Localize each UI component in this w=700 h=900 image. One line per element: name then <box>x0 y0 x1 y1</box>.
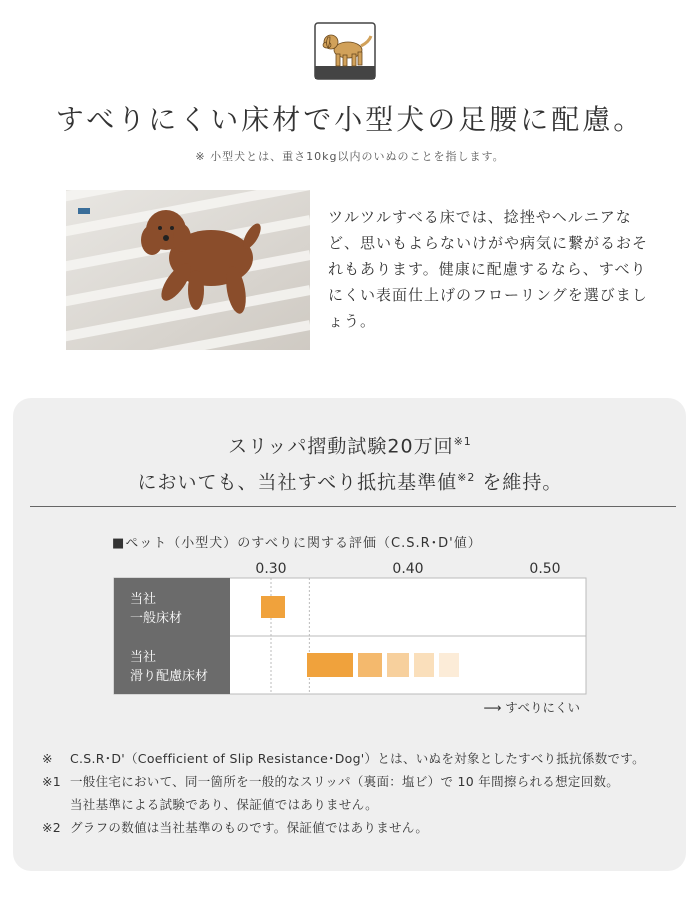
subnote: ※ 小型犬とは、重さ10kg以内のいぬのことを指します。 <box>195 150 505 163</box>
row-label-bg <box>114 578 230 636</box>
row-label: 当社 <box>130 650 157 665</box>
bar-segment <box>387 653 409 677</box>
note-mark: ※ <box>42 751 53 766</box>
note-text: グラフの数値は当社基準のものです。保証値ではありません。 <box>70 820 429 835</box>
note-mark: ※2 <box>42 820 62 835</box>
note-row <box>42 770 682 793</box>
chart-title: ■ペット（小型犬）のすべりに関する評価（C.S.R･D'値） <box>112 536 482 551</box>
bar-segment <box>439 653 459 677</box>
note-row <box>42 793 682 816</box>
intro-text: ツルツルすべる床では、捻挫やヘルニアなど、思いもよらないけがや病気に繋がるおそれもあります。健康に配慮するなら、すべりにくい表面仕上げのフローリングを選びましょう。 <box>328 208 649 330</box>
headline: すべりにくい床材で小型犬の足腰に配慮。 <box>55 103 645 136</box>
note-row <box>42 816 682 839</box>
note-mark <box>42 793 70 816</box>
row-label-bg <box>114 636 230 694</box>
bar-segment <box>414 653 434 677</box>
row-label: 一般床材 <box>130 611 183 626</box>
test-title-line2-end: を維持。 <box>475 471 563 494</box>
tick-label: 0.30 <box>255 561 287 577</box>
row-label: 滑り配慮床材 <box>130 669 209 684</box>
bar-segment <box>358 653 382 677</box>
note-text: 一般住宅において、同一箇所を一般的なスリッパ（裏面：塩ビ）で 10 年間擦られる想定回数。 <box>70 774 620 789</box>
footnote-ref-2: ※2 <box>457 471 476 485</box>
test-title-line2: においても、当社すべり抵抗基準値 <box>137 471 458 494</box>
note-text: 当社基準による試験であり、保証値ではありません。 <box>70 797 378 812</box>
test-title-line1: スリッパ摺動試験20万回 <box>228 435 454 458</box>
footnote-ref-1: ※1 <box>453 435 472 448</box>
bar-segment <box>261 596 285 618</box>
bar-segment <box>307 653 353 677</box>
note-text: C.S.R･D'（Coefficient of Slip Resistance･Dog'）とは、いぬを対象としたすべり抵抗係数です。 <box>70 751 645 766</box>
direction-label: ⟶ すべりにくい <box>483 700 580 715</box>
row-label: 当社 <box>130 592 157 607</box>
tick-label: 0.50 <box>529 561 561 577</box>
note-mark: ※1 <box>42 774 62 789</box>
notes <box>42 747 682 839</box>
tick-label: 0.40 <box>392 561 424 577</box>
note-row <box>42 747 682 770</box>
